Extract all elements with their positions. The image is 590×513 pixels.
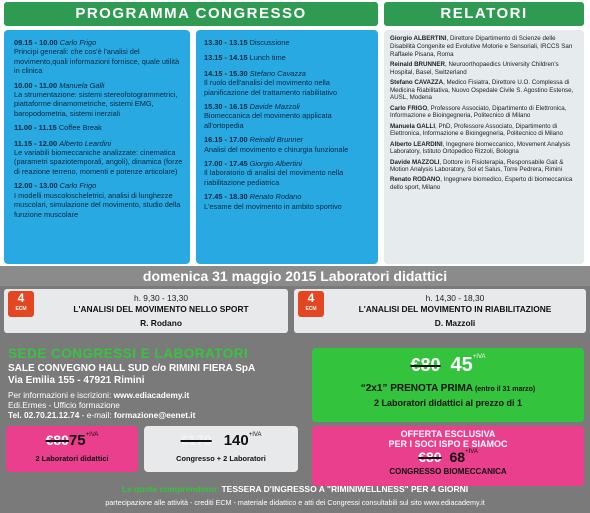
session-item [204, 192, 372, 211]
speaker-desc: , Direttore Dipartimento di Scienze delle Disabilità Congenite ed Evolutive Motorie e Sensoriali, IRCCS San Raffaele Pisana, Roma [390, 35, 573, 58]
workshop-time: h. 9,30 - 13,30 [133, 293, 188, 303]
speaker-desc: , Ingegnere biomedico, Esperto di biomeccanica dello sport, Milano [390, 176, 573, 192]
speaker-item [390, 79, 579, 102]
workshop-speaker: R. Rodano [140, 318, 182, 328]
new-price: 140 [223, 432, 249, 449]
session-desc: Le variabili biomeccaniche analizzate: cinematica (parametri spaziotemporali, angoli), dinamica (forze di reazione terreno, momenti e potenze articolare) [14, 148, 183, 176]
program-afternoon-column [196, 30, 378, 264]
price-label: Congresso + 2 Laboratori [176, 454, 266, 463]
workshop-rehab [294, 289, 586, 333]
offer-subtitle: PER I SOCI ISPO E SIAMOC [388, 439, 508, 449]
date-banner: domenica 31 maggio 2015 Laboratori didattici [0, 266, 590, 286]
new-price: 75 [68, 432, 86, 449]
session-item [204, 135, 372, 154]
speaker-desc: , Neuroorthopaedics University Children's Hospital, Basel, Switzerland [390, 60, 559, 76]
session-time: 13.30 - 13.15 [204, 38, 248, 47]
session-item [204, 38, 372, 47]
website-link[interactable]: www.ediacademy.it [113, 390, 190, 400]
session-speaker: Manuela Galli [59, 80, 105, 90]
speaker-desc: , Ingegnere biomeccanico, Movement Analysis Laboratory, Istituto Ortopedico Rizzoli, Bologna [390, 140, 571, 156]
session-desc: Discussione [249, 38, 290, 47]
new-price: 68 [449, 449, 466, 465]
workshop-speaker: D. Mazzoli [434, 318, 476, 328]
offer-desc: 2 Laboratori didattici al prezzo di 1 [373, 398, 523, 408]
speaker-name: Davide MAZZOLI [390, 158, 440, 166]
session-speaker: Carlo Frigo [59, 181, 97, 191]
speaker-name: Stefano CAVAZZA [390, 78, 444, 86]
early-booking-offer [312, 348, 584, 422]
program-header: PROGRAMMA CONGRESSO [4, 2, 378, 26]
session-time: 17.45 - 18.30 [204, 192, 248, 202]
speaker-item [390, 159, 579, 175]
session-item [14, 38, 184, 76]
venue-address: Via Emilia 155 - 47921 Rimini [8, 375, 145, 386]
session-desc: L'esame del movimento in ambito sportivo [204, 201, 342, 211]
session-speaker: Davide Mazzoli [249, 102, 300, 112]
session-speaker: Alberto Leardini [59, 138, 111, 148]
ecm-credits: 4 [17, 291, 25, 305]
speaker-item [390, 141, 579, 157]
phone-number: Tel. 02.70.21.12.74 [8, 410, 80, 420]
session-desc: Analisi del movimento e chirurgia funzionale [204, 144, 349, 154]
email-link[interactable]: formazione@eenet.it [113, 410, 196, 420]
session-item [204, 159, 372, 187]
old-price: €170 [180, 432, 212, 448]
session-desc: I modelli muscoloscheletrici, analisi di lunghezze muscolari, simulazione del movimento, studio della funzione muscolare [14, 190, 181, 219]
speaker-name: Reinald BRUNNER [390, 60, 446, 68]
price-row [312, 354, 584, 377]
session-item [14, 139, 184, 177]
old-price: €80 [418, 449, 442, 465]
speakers-list [384, 30, 584, 264]
session-item [14, 181, 184, 219]
session-speaker: Reinald Brunner [249, 135, 304, 145]
speaker-item [390, 176, 579, 192]
old-price: €80 [410, 355, 441, 375]
speaker-item [390, 61, 579, 77]
speaker-item [390, 35, 579, 58]
session-speaker: Carlo Frigo [59, 38, 97, 47]
session-time: 10.00 - 11.00 [14, 80, 58, 90]
info-line [8, 390, 189, 400]
session-time: 15.30 - 16.15 [204, 102, 248, 112]
session-time: 13.15 - 14.15 [204, 53, 248, 63]
speaker-desc: , Dottore in Fisioterapia, Responsabile Gait & Motion Analysis Laboratory, Sol et Salus, Torre Pedrera, Rimini [390, 158, 564, 174]
congress-labs-price [144, 426, 298, 472]
offer-title [312, 383, 584, 394]
session-desc: Il laboratorio di analisi del movimento nella riabilitazione pediatrica [204, 168, 344, 187]
offer-title-text: “2x1” PRENOTA PRIMA [360, 383, 473, 394]
session-desc: Coffee Break [58, 123, 102, 133]
speaker-name: Carlo FRIGO [390, 104, 428, 112]
speaker-desc: , Medico Fisiatra, Direttore U.O. Complessa di Medicina Riabilitativa, Nuovo Ospedale Civile S. Agostino Estense, AUSL, Modena [390, 78, 574, 102]
fees-include-label: Le quote comprendono: [121, 484, 222, 494]
price-row [312, 449, 584, 467]
speaker-desc: , Professore Associato, Dipartimento di Elettronica, Informazione e Bioingegneria, Politecnico di Milano [390, 104, 567, 120]
session-speaker: Stefano Cavazza [249, 68, 306, 78]
vat-label: +IVA [465, 449, 478, 455]
vat-label: +IVA [248, 432, 262, 438]
vat-label: +IVA [85, 432, 99, 438]
session-item [204, 53, 372, 62]
session-item [204, 102, 372, 130]
two-labs-price [6, 426, 138, 472]
new-price: 45 [450, 354, 473, 376]
session-desc: Biomeccanica del movimento applicata all'ortopedia [204, 111, 332, 130]
session-desc: Principi generali: che cos'è l'analisi del movimento,quali informazioni fornisce, quale utilità in clinica [14, 47, 180, 76]
price-row [6, 432, 138, 450]
workshop-title: L'ANALISI DEL MOVIMENTO IN RIABILITAZIONE [358, 304, 552, 314]
vat-label: +IVA [472, 354, 486, 360]
workshop-sport [4, 289, 288, 333]
offer-title: OFFERTA ESCLUSIVA [400, 429, 496, 439]
price-row [144, 432, 298, 450]
session-time: 12.00 - 13.00 [14, 181, 58, 191]
session-desc: Lunch time [249, 53, 286, 63]
fees-include-text: TESSERA D'INGRESSO A "RIMINIWELLNESS" PER 4 GIORNI [221, 484, 469, 494]
fees-include-line [0, 484, 590, 494]
speaker-name: Renato RODANO [390, 176, 441, 184]
session-time: 14.15 - 15.30 [204, 68, 248, 78]
price-label: 2 Laboratori didattici [35, 454, 109, 463]
session-time: 11.00 - 11.15 [14, 123, 57, 133]
speaker-item [390, 123, 579, 139]
info-text: - e-mail: [79, 410, 114, 420]
offer-desc: CONGRESSO BIOMECCANICA [389, 467, 507, 476]
session-time: 17.00 - 17.45 [204, 159, 248, 169]
speaker-name: Giorgio ALBERTINI [390, 35, 447, 42]
venue-title: SEDE CONGRESSI E LABORATORI [8, 346, 249, 361]
offer-deadline: (entro il 31 marzo) [473, 386, 536, 393]
old-price: €80 [45, 432, 69, 448]
speaker-desc: , PhD, Professore Associato, Dipartimento di Elettronica, Informazione e Bioingegneria, Politecnico di Milano [390, 122, 564, 138]
workshop-time: h. 14,30 - 18,30 [425, 293, 485, 303]
session-time: 16.15 - 17.00 [204, 135, 248, 145]
ecm-label: ECM [15, 306, 27, 312]
speaker-item [390, 105, 579, 121]
program-morning-column [4, 30, 190, 264]
info-line: Edi.Ermes - Ufficio formazione [8, 400, 120, 410]
ecm-badge [298, 291, 324, 317]
workshop-title: L'ANALISI DEL MOVIMENTO NELLO SPORT [73, 304, 249, 314]
session-speaker: Renato Rodano [249, 192, 302, 202]
session-time: 11.15 - 12.00 [14, 138, 58, 148]
session-speaker: Giorgio Albertini [249, 159, 302, 169]
session-item [14, 81, 184, 119]
speaker-name: Alberto LEARDINI [390, 140, 443, 148]
session-item [14, 123, 184, 132]
session-desc: La strumentazione: sistemi stereofotogrammetrici, piattaforme dinamometriche, sistemi EMG, baropodometria, sistemi inerziali [14, 90, 178, 118]
ecm-badge [8, 291, 34, 317]
footer-note: partecipazione alle attività - crediti ECM - materiale didattico e atti dei Congressi consultabili sul sito www.ediacademy.it [105, 498, 485, 507]
speaker-name: Manuela GALLI [390, 122, 436, 130]
ecm-credits: 4 [307, 291, 315, 305]
session-item [204, 69, 372, 97]
session-desc: Il ruolo dell'analisi del movimento nella pianificazione del trattamento riabilitativo [204, 78, 338, 97]
info-text: Per informazioni e iscrizioni: [8, 390, 114, 400]
info-line [8, 410, 195, 420]
session-time: 09.15 - 10.00 [14, 38, 58, 47]
members-offer [312, 426, 584, 486]
venue-name: SALE CONVEGNO HALL SUD c/o RIMINI FIERA SpA [8, 363, 256, 374]
ecm-label: ECM [305, 306, 317, 312]
speakers-header: RELATORI [384, 2, 584, 26]
